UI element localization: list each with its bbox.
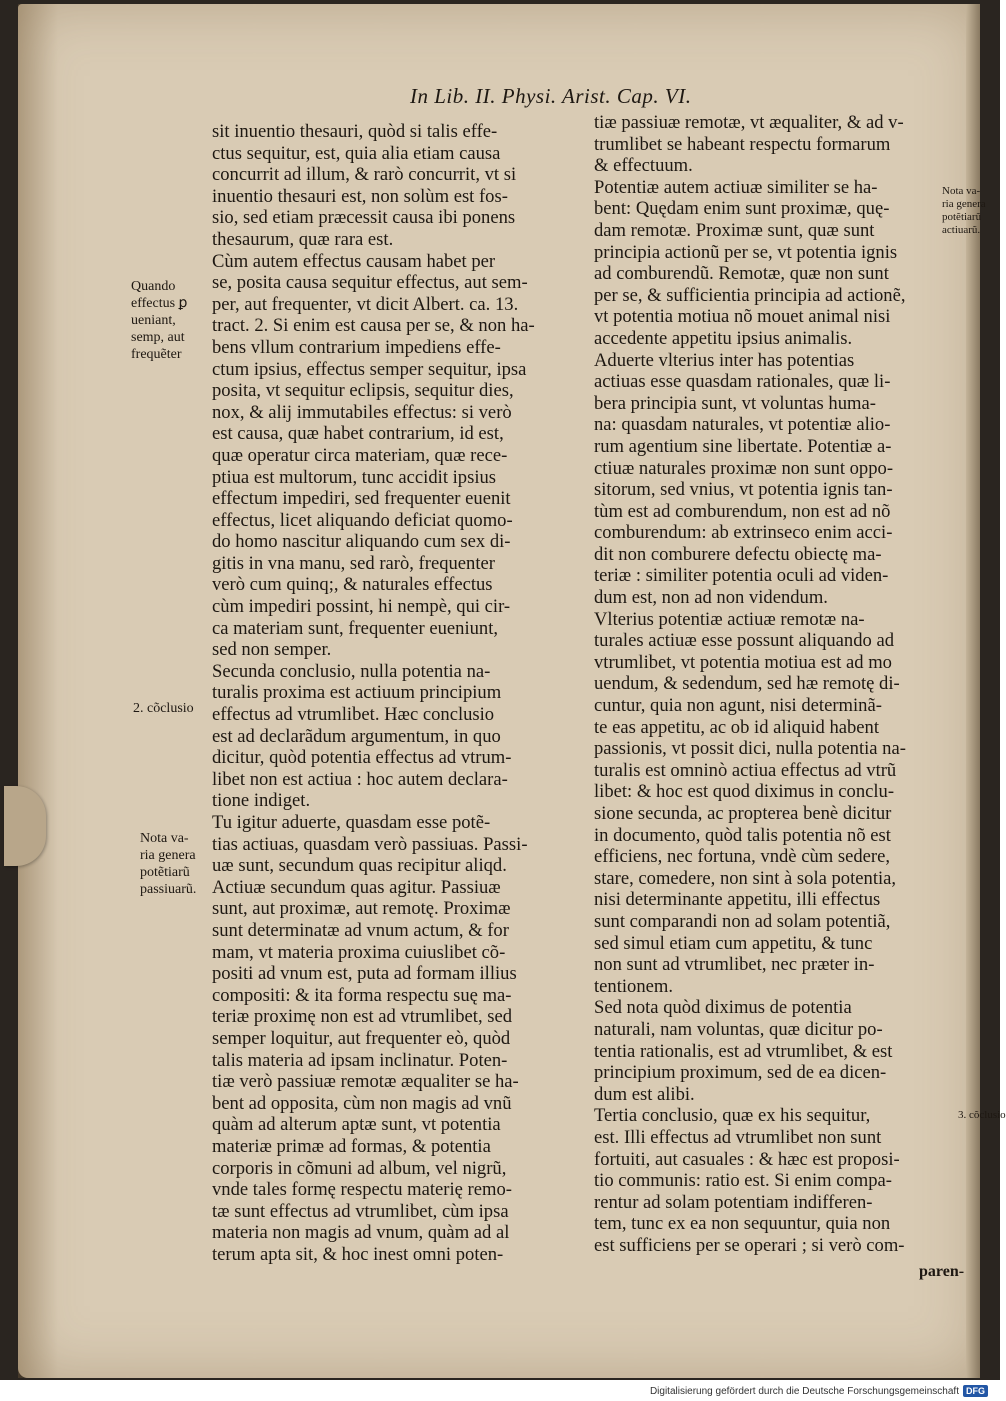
text-line: bens vllum contrarium impediens effe- [212,336,501,358]
text-line: turalis proxima est actiuum principium [212,682,502,704]
text-line: vnde tales formę respectu materię remo- [212,1179,512,1201]
text-line: est causa, quæ habet contrarium, id est, [212,423,504,445]
margin-note-line: actiuarũ. [942,224,981,236]
text-line: ca materiam sunt, frequenter eueniunt, [212,617,499,639]
margin-note-line: ria genera [140,848,196,863]
text-line: tias actiuas, quasdam verò passiuas. Passi- [212,833,528,855]
text-line: est. Illi effectus ad vtrumlibet non sunt [594,1126,882,1148]
text-line: turalis est omninò actiua effectus ad vtrũ [594,759,897,781]
text-line: se, posita causa sequitur effectus, aut sem- [212,272,528,294]
text-line: rum agentium sine libertate. Potentiæ a- [594,435,892,457]
text-line: gitis in vna manu, sed rarò, frequenter [212,552,495,574]
text-line: teriæ : similiter potentia oculi ad viden- [594,565,889,587]
text-line: vt potentia motiua nõ mouet animal nisi [594,306,891,328]
text-line: uendum, & sedendum, sed hæ remotę di- [594,673,900,695]
text-line: effectus ad vtrumlibet. Hæc conclusio [212,704,495,726]
text-line: nox, & alij immutabiles effectus: si verò [212,401,512,423]
catchword: paren- [919,1263,965,1280]
text-line: actiuas esse quasdam rationales, quæ li- [594,371,891,393]
text-line: bent: Quędam enim sunt proximæ, quę- [594,198,890,220]
text-line: talis materia ad ipsam inclinatur. Poten- [212,1049,508,1071]
right-text-column [594,112,960,1256]
text-line: in documento, quòd talis potentia nõ est [594,824,891,846]
digitization-footer [650,1385,988,1397]
margin-note-conclusio-2: 2. cõclusio [133,701,194,716]
margin-note-line: Quando [131,279,176,294]
text-line: principium proximum, sed de ea dicen- [594,1062,887,1084]
text-line: Tu igitur aduerte, quasdam esse potẽ- [212,812,491,833]
text-line: accedente appetitu ipsius animalis. [594,327,853,349]
text-line: concurrit ad illum, & rarò concurrit, vt si [212,164,517,186]
text-line: sione secunda, ac propterea benè dicitur [594,803,892,824]
text-line: sunt comparandi non ad solam potentiã, [594,910,891,932]
text-line: principia actionũ per se, vt potentia ignis [594,241,898,263]
margin-note-line: ria genera [942,198,986,210]
text-line: positi ad vnum est, puta ad formam illius [212,963,517,985]
text-line: dam remotæ. Proximæ sunt, quæ sunt [594,219,875,241]
text-line: dum est, non ad non videndum. [594,587,828,609]
margin-note-line: passiuarũ. [140,882,197,897]
margin-note-line: frequẽter [131,347,182,362]
text-line: ptiua est multorum, tunc accidit ipsius [212,466,497,488]
text-line: rentur ad solam potentiam indifferen- [594,1191,873,1213]
dfg-logo: DFG [963,1385,988,1397]
text-line: Actiuæ secundum quas agitur. Passiuæ [212,876,501,898]
text-line: tùm est ad comburendum, non est ad nõ [594,500,891,522]
text-line: passionis, vt possit dici, nulla potentia na- [594,738,906,760]
text-line: semper loquitur, aut frequenter eò, quòd [212,1027,511,1049]
text-line: uæ sunt, secundum quas recipitur aliqd. [212,855,507,877]
text-line: cùm impediri possint, hi nempè, qui cir- [212,596,511,618]
text-line: ad comburendũ. Remotæ, quæ non sunt [594,263,889,285]
margin-note-line: Nota va- [140,831,189,846]
text-line: sit inuentio thesauri, quòd si talis effe- [212,121,498,142]
text-line: quàm ad alterum aptæ sunt, vt potentia [212,1114,501,1136]
text-line: na: quasdam naturales, vt potentiæ alio- [594,414,891,436]
text-line: cuntur, quia non agunt, nisi determinã- [594,695,882,717]
text-line: dicitur, quòd potentia effectus ad vtrum- [212,747,512,769]
margin-note-conclusio-3: 3. cõclusio [958,1109,1006,1121]
text-line: libet non est actiua : hoc autem declara- [212,768,508,790]
text-line: sed simul etiam cum appetitu, & tunc [594,932,873,954]
text-line: dum est alibi. [594,1083,695,1105]
text-line: trumlibet se habeant respectu formarum [594,133,891,155]
text-line: fortuiti, aut casuales : & hæc est proposi- [594,1148,900,1170]
text-line: sitorum, sed vnius, vt potentia ignis tan- [594,479,893,501]
page-clip [4,786,46,866]
footer-text: Digitalisierung gefördert durch die Deutsche Forschungsgemeinschaft [649,1385,959,1397]
text-line: quæ operatur circa materiam, quæ rece- [212,444,508,466]
text-line: tiæ passiuæ remotæ, vt æqualiter, & ad v- [594,112,904,133]
text-line: Tertia conclusio, quæ ex his sequitur, [594,1105,871,1127]
margin-note-line: potẽtiarũ [140,865,190,880]
text-line: vtrumlibet, vt potentia motiua est ad mo [594,651,892,673]
margin-note-line: ueniant, [131,313,176,328]
margin-note-line: semp, aut [131,330,185,345]
text-line: nisi determinante appetitu, illi effectus [594,889,881,911]
text-line: tione indiget. [212,790,311,812]
text-line: Sed nota quòd diximus de potentia [594,997,852,1019]
text-line: & effectuum. [594,155,693,177]
text-line: bent ad opposita, cùm non magis ad vnũ [212,1092,512,1114]
text-line: sunt determinatæ ad vnum actum, & for [212,919,509,941]
text-line: efficiens, nec fortuna, vndè cùm sedere, [594,846,890,868]
margin-note-line: potẽtiarũ [942,211,982,223]
text-line: tiæ verò passiuæ remotæ æqualiter se ha- [212,1071,519,1093]
text-line: dit non comburere defectu obiectę ma- [594,543,882,565]
text-line: verò cum quinq;, & naturales effectus [212,574,493,596]
text-line: Aduerte vlterius inter has potentias [594,349,855,371]
text-line: tæ sunt effectus ad vtrumlibet, cùm ipsa [212,1200,509,1222]
text-line: per, aut frequenter, vt dicit Albert. ca. 13. [212,293,519,315]
text-line: ctiuæ naturales proximæ non sunt oppo- [594,457,894,479]
text-line: te eas appetitu, ac ob id aliquid habent [594,716,880,738]
text-line: materia non magis ad vnum, quàm ad al [212,1222,510,1244]
text-line: est sufficiens per se operari ; si verò com- [594,1234,905,1256]
text-line: Secunda conclusio, nulla potentia na- [212,660,491,682]
margin-note-line: Nota va- [942,185,981,197]
text-line: Vlterius potentiæ actiuæ remotæ na- [594,608,865,630]
text-line: Potentiæ autem actiuæ similiter se ha- [594,176,878,198]
text-line: libet: & hoc est quod diximus in conclu- [594,781,895,803]
text-line: turales actiuæ esse possunt aliquando ad [594,630,895,652]
left-text-column [212,121,575,1265]
text-line: terum apta sit, & hoc inest omni poten- [212,1243,504,1265]
text-line: stare, comedere, non sint à sola potentia, [594,867,897,889]
running-title: In Lib. II. Physi. Arist. Cap. VI. [410,84,692,108]
text-line: comburendum: ab extrinseco enim acci- [594,522,893,544]
text-line: tentionem. [594,975,674,997]
text-line: ctus sequitur, est, quia alia etiam causa [212,142,501,164]
text-line: thesaurum, quæ rara est. [212,228,394,250]
text-line: corporis in cõmuni ad album, vel nigrũ, [212,1157,507,1179]
text-line: sunt, aut proximæ, aut remotę. Proximæ [212,898,511,920]
text-line: Cùm autem effectus causam habet per [212,250,496,272]
text-line: ctum ipsius, effectus semper sequitur, ipsa [212,358,527,380]
text-line: tio communis: ratio est. Si enim compa- [594,1170,892,1192]
text-line: tentia rationalis, est ad vtrumlibet, & est [594,1040,893,1062]
text-line: effectus, licet aliquando deficiat quomo- [212,509,513,531]
page-gutter-shadow [18,4,58,1378]
text-line: bera principia sunt, vt voluntas huma- [594,392,876,414]
text-line: do homo nascitur aliquando cum sex di- [212,531,511,553]
text-line: effectum impediri, sed frequenter euenit [212,488,511,510]
text-line: mam, vt materia proxima cuiuslibet cõ- [212,941,506,963]
text-line: compositi: & ita forma respectu suę ma- [212,984,512,1006]
text-line: tem, tunc ex ea non sequuntur, quia non [594,1213,891,1235]
text-line: est ad declarãdum argumentum, in quo [212,725,501,747]
text-line: posita, vt sequitur eclipsis, sequitur dies, [212,380,514,402]
text-line: tract. 2. Si enim est causa per se, & non ha- [212,315,535,337]
margin-note-line: effectus ꝑ [131,296,188,311]
text-line: sed non semper. [212,639,332,661]
text-line: sio, sed etiam præcessit causa ibi ponens [212,207,516,229]
margin-note-quando [131,278,187,363]
text-line: teriæ proximę non est ad vtrumlibet, sed [212,1006,513,1028]
text-line: inuentio thesauri est, non solùm est fos- [212,185,508,207]
text-line: per se, & sufficientia principia ad actionẽ, [594,284,906,306]
margin-note-passiuarum [140,830,196,898]
text-line: non sunt ad vtrumlibet, nec præter in- [594,954,875,976]
text-line: naturali, nam voluntas, quæ dicitur po- [594,1018,883,1040]
text-line: materiæ primæ ad formas, & potentia [212,1135,491,1157]
